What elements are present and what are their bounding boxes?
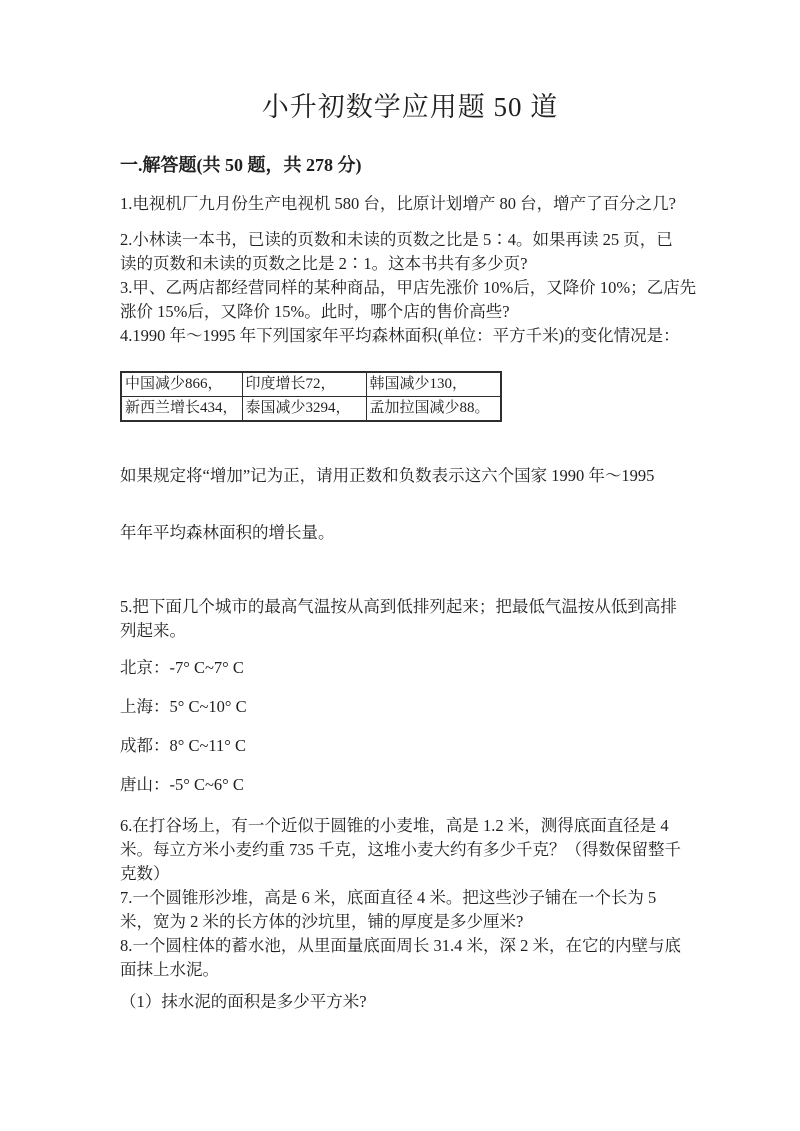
forest-change-table [120, 371, 502, 422]
question-4-line-1: 4.1990 年～1995 年下列国家年平均森林面积(单位：平方千米)的变化情况是： [120, 326, 680, 345]
table-cell-india: 印度增长72， [242, 372, 366, 397]
table-cell-china: 中国减少866， [121, 372, 242, 397]
question-6-line-2: 米。每立方米小麦约重 735 千克，这堆小麦大约有多少千克？（得数保留整千 [120, 840, 681, 859]
table-row [121, 397, 501, 422]
question-6-line-1: 6.在打谷场上，有一个近似于圆锥的小麦堆，高是 1.2 米，测得底面直径是 4 [120, 816, 669, 835]
question-8-subquestion-1: （1）抹水泥的面积是多少平方米? [120, 992, 367, 1011]
table-cell-thailand: 泰国减少3294， [242, 397, 366, 422]
question-5-line-1: 5.把下面几个城市的最高气温按从高到低排列起来；把最低气温按从低到高排 [120, 597, 677, 616]
page-title: 小升初数学应用题 50 道 [261, 92, 559, 122]
section-heading: 一.解答题(共 50 题，共 278 分) [120, 155, 362, 175]
temperature-tangshan: 唐山：-5° C~6° C [120, 775, 244, 794]
question-3-line-1: 3.甲、乙两店都经营同样的某种商品，甲店先涨价 10%后，又降价 10%；乙店先 [120, 278, 697, 297]
temperature-beijing: 北京：-7° C~7° C [120, 658, 244, 677]
table-cell-newzealand: 新西兰增长434， [121, 397, 242, 422]
question-1-line-1: 1.电视机厂九月份生产电视机 580 台，比原计划增产 80 台，增产了百分之几? [120, 194, 676, 213]
question-2-line-1: 2.小林读一本书，已读的页数和未读的页数之比是 5∶4。如果再读 25 页，已 [120, 230, 673, 249]
question-8-line-1: 8.一个圆柱体的蓄水池，从里面量底面周长 31.4 米，深 2 米，在它的内壁与底 [120, 936, 681, 955]
temperature-shanghai: 上海：5° C~10° C [120, 697, 247, 716]
question-7-line-2: 米，宽为 2 米的长方体的沙坑里，铺的厚度是多少厘米? [120, 912, 524, 931]
table-cell-bangladesh: 孟加拉国减少88。 [366, 397, 501, 422]
question-5-line-2: 列起来。 [120, 621, 186, 640]
question-4-followup-line-2: 年年平均森林面积的增长量。 [120, 523, 335, 542]
table-cell-korea: 韩国减少130， [366, 372, 501, 397]
question-6-line-3: 克数） [120, 864, 170, 883]
question-4-followup-line-1: 如果规定将“增加”记为正，请用正数和负数表示这六个国家 1990 年～1995 [120, 466, 655, 485]
question-7-line-1: 7.一个圆锥形沙堆，高是 6 米，底面直径 4 米。把这些沙子铺在一个长为 5 [120, 888, 657, 907]
question-2-line-2: 读的页数和未读的页数之比是 2∶1。这本书共有多少页? [120, 254, 528, 273]
table-row [121, 372, 501, 397]
temperature-chengdu: 成都：8° C~11° C [120, 736, 247, 755]
question-8-line-2: 面抹上水泥。 [120, 960, 219, 979]
question-3-line-2: 涨价 15%后，又降价 15%。此时，哪个店的售价高些? [120, 302, 510, 321]
